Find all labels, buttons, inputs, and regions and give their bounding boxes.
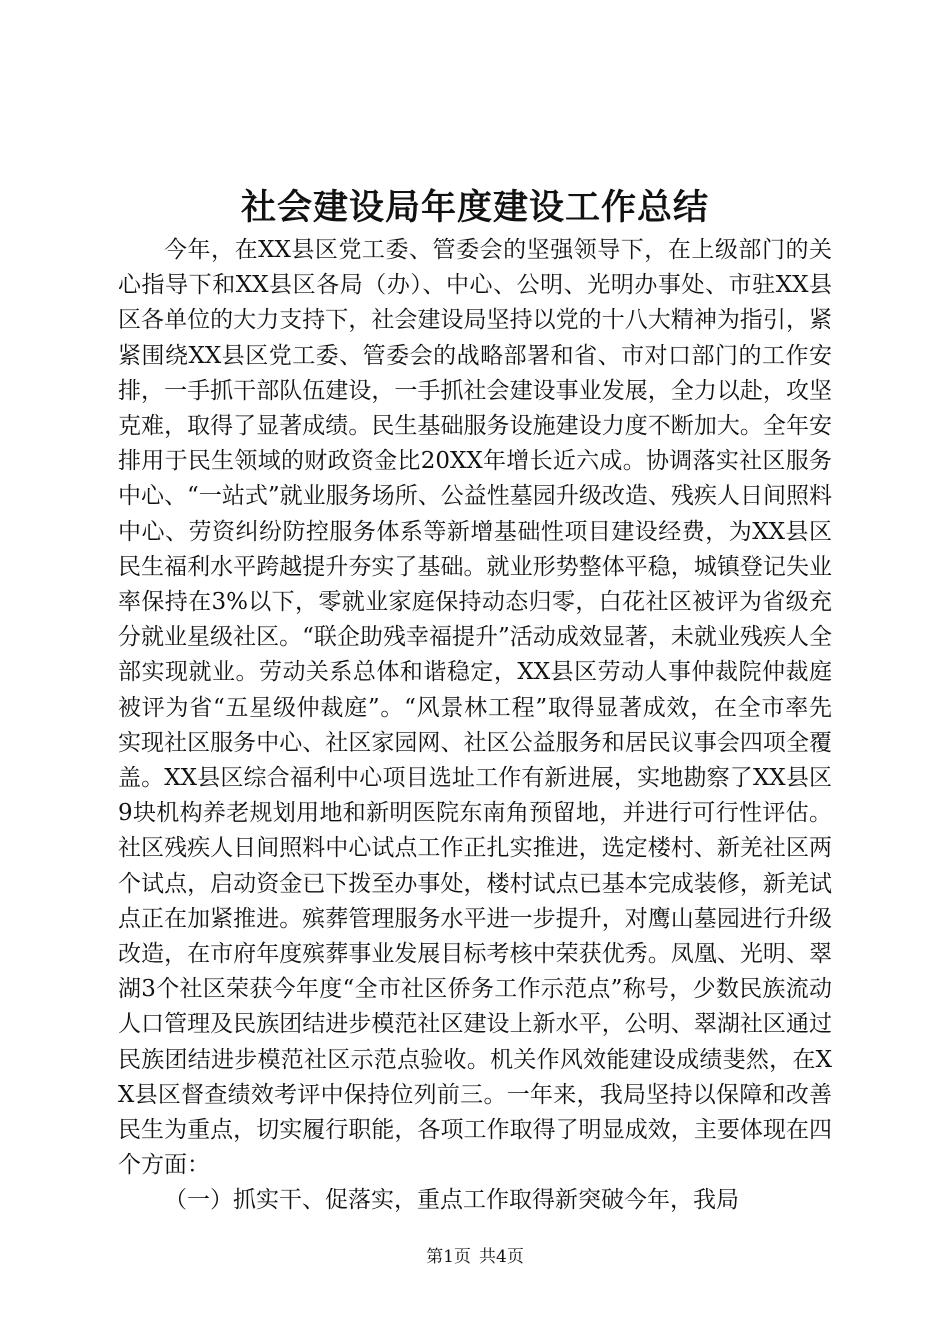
page-total: 共4页 (479, 1247, 524, 1267)
document-title: 社会建设局年度建设工作总结 (240, 188, 709, 228)
page-number: 第1页 (426, 1247, 471, 1267)
body-paragraph-2: （一）抓实干、促落实，重点工作取得新突破今年，我局 (164, 1187, 739, 1214)
body-paragraph-1: 今年，在XX县区党工委、管委会的坚强领导下，在上级部门的关心指导下和XX县区各局（办）、中心、公明、光明办事处、市驻XX县区各单位的大力支持下，社会建设局坚持以党的十八大精神为指引，紧紧围绕XX县区党工委、管委会的战略部署和省、市对口部门的工作安排，一手抓干部队伍建设，一手抓社会建设事业发展，全力以赴，攻坚克难，取得了显著成绩。民生基础服务设施建设力度不断加大。全年安排用于民生领域的财政资金比20XX年增长近六成。协调落实社区服务中心、“一站式”就业服务场所、公益性墓园升级改造、残疾人日间照料中心、劳资纠纷防控服务体系等新增基础性项目建设经费，为XX县区民生福利水平跨越提升夯实了基础。就业形势整体平稳，城镇登记失业率保持在3%以下，零就业家庭保持动态归零，白花社区被评为省级充分就业星级社区。“联企助残幸福提升”活动成效显著，未就业残疾人全部实现就业。劳动关系总体和谐稳定，XX县区劳动人事仲裁院仲裁庭被评为省“五星级仲裁庭”。“风景林工程”取得显著成效，在全市率先实现社区服务中心、社区家园网、社区公益服务和居民议事会四项全覆盖。XX县区综合福利中心项目选址工作有新进展，实地勘察了XX县区9块机构养老规划用地和新明医院东南角预留地，并进行可行性评估。社区残疾人日间照料中心试点工作正扎实推进，选定楼村、新羌社区两个试点，启动资金已下拨至办事处，楼村试点已基本完成装修，新羌试点正在加紧推进。殡葬管理服务水平进一步提升，对鹰山墓园进行升级改造，在市府年度殡葬事业发展目标考核中荣获优秀。凤凰、光明、翠湖3个社区荣获今年度“全市社区侨务工作示范点”称号，少数民族流动人口管理及民族团结进步模范社区建设上新水平，公明、翠湖社区通过民族团结进步模范社区示范点验收。机关作风效能建设成绩斐然，在XX县区督查绩效考评中保持位列前三。一年来，我局坚持以保障和改善民生为重点，切实履行职能，各项工作取得了明显成效，主要体现在四个方面： (118, 237, 832, 1179)
document-body (118, 233, 832, 1219)
page-footer (0, 1245, 950, 1269)
